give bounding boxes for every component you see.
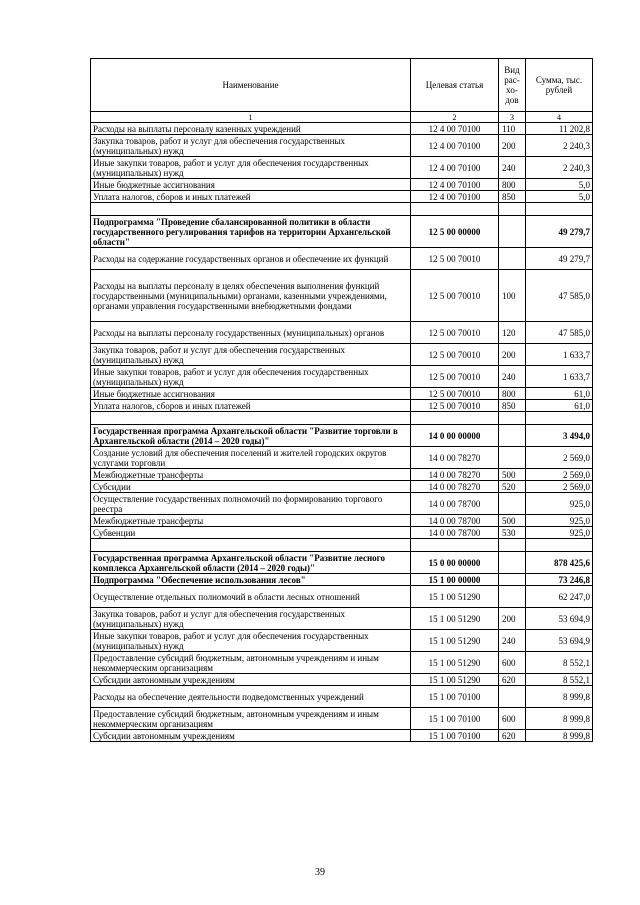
row-name: Расходы на выплаты персоналу государственных (муниципальных) органов xyxy=(91,322,411,344)
spacer-cell xyxy=(526,412,593,425)
row-vid: 200 xyxy=(499,344,526,366)
spacer-row xyxy=(91,539,593,552)
row-sum: 47 585,0 xyxy=(526,270,593,322)
table-row xyxy=(91,388,593,400)
row-vid xyxy=(499,425,526,447)
row-vid xyxy=(499,447,526,469)
column-number: 2 xyxy=(411,112,499,123)
spacer-row xyxy=(91,412,593,425)
row-vid: 850 xyxy=(499,191,526,203)
row-code: 12 4 00 70100 xyxy=(411,179,499,191)
table-row xyxy=(91,135,593,157)
row-vid: 800 xyxy=(499,179,526,191)
row-code: 12 5 00 70010 xyxy=(411,366,499,388)
table-row xyxy=(91,515,593,527)
row-sum: 2 240,3 xyxy=(526,157,593,179)
row-code: 12 5 00 70010 xyxy=(411,400,499,412)
row-name: Подпрограмма "Проведение сбалансированной политики в области государственного регулирования тарифов на территории Архангельской области" xyxy=(91,216,411,248)
row-sum: 53 694,9 xyxy=(526,630,593,652)
row-vid: 200 xyxy=(499,135,526,157)
row-name: Субсидии автономным учреждениям xyxy=(91,730,411,742)
row-sum: 5,0 xyxy=(526,179,593,191)
row-sum: 2 569,0 xyxy=(526,469,593,481)
spacer-cell xyxy=(526,203,593,216)
row-sum: 1 633,7 xyxy=(526,344,593,366)
spacer-cell xyxy=(91,203,411,216)
row-code: 12 4 00 70100 xyxy=(411,123,499,135)
row-vid: 120 xyxy=(499,322,526,344)
row-name: Субсидии автономным учреждениям xyxy=(91,674,411,686)
row-code: 14 0 00 78700 xyxy=(411,515,499,527)
row-code: 15 1 00 51290 xyxy=(411,674,499,686)
column-number-row xyxy=(91,112,593,123)
table-row xyxy=(91,248,593,270)
row-vid: 240 xyxy=(499,366,526,388)
spacer-cell xyxy=(411,412,499,425)
row-code: 14 0 00 78700 xyxy=(411,527,499,539)
row-vid xyxy=(499,216,526,248)
spacer-cell xyxy=(91,412,411,425)
row-name: Расходы на обеспечение деятельности подведомственных учреждений xyxy=(91,686,411,708)
spacer-row xyxy=(91,203,593,216)
row-sum: 925,0 xyxy=(526,527,593,539)
row-name: Уплата налогов, сборов и иных платежей xyxy=(91,400,411,412)
table-row xyxy=(91,216,593,248)
row-sum: 47 585,0 xyxy=(526,322,593,344)
budget-table-page xyxy=(90,58,592,742)
row-name: Иные бюджетные ассигнования xyxy=(91,388,411,400)
row-vid: 100 xyxy=(499,270,526,322)
row-sum: 73 246,8 xyxy=(526,574,593,586)
row-vid: 500 xyxy=(499,515,526,527)
table-body xyxy=(91,123,593,742)
row-name: Закупка товаров, работ и услуг для обеспечения государственных (муниципальных) нужд xyxy=(91,344,411,366)
table-header-row xyxy=(91,59,593,112)
row-code: 14 0 00 78700 xyxy=(411,493,499,515)
row-code: 15 1 00 00000 xyxy=(411,574,499,586)
table-row xyxy=(91,366,593,388)
row-sum: 925,0 xyxy=(526,493,593,515)
row-vid: 600 xyxy=(499,708,526,730)
row-code: 12 4 00 70100 xyxy=(411,135,499,157)
table-row xyxy=(91,708,593,730)
row-name: Межбюджетные трансферты xyxy=(91,469,411,481)
table-row xyxy=(91,527,593,539)
row-sum: 62 247,0 xyxy=(526,586,593,608)
row-code: 12 5 00 70010 xyxy=(411,270,499,322)
row-vid xyxy=(499,574,526,586)
row-vid: 520 xyxy=(499,481,526,493)
table-row xyxy=(91,344,593,366)
row-vid: 240 xyxy=(499,630,526,652)
row-sum: 925,0 xyxy=(526,515,593,527)
row-sum: 8 999,8 xyxy=(526,708,593,730)
row-sum: 5,0 xyxy=(526,191,593,203)
row-name: Государственная программа Архангельской области "Развитие торговли в Архангельской области (2014 – 2020 годы)" xyxy=(91,425,411,447)
row-sum: 49 279,7 xyxy=(526,216,593,248)
budget-table xyxy=(90,58,593,742)
row-name: Расходы на выплаты персоналу казенных учреждений xyxy=(91,123,411,135)
table-row xyxy=(91,686,593,708)
row-code: 15 1 00 51290 xyxy=(411,586,499,608)
table-row xyxy=(91,191,593,203)
column-number: 4 xyxy=(526,112,593,123)
row-name: Уплата налогов, сборов и иных платежей xyxy=(91,191,411,203)
row-sum: 2 569,0 xyxy=(526,481,593,493)
row-sum: 3 494,0 xyxy=(526,425,593,447)
row-vid: 530 xyxy=(499,527,526,539)
row-sum: 8 999,8 xyxy=(526,686,593,708)
row-name: Осуществление отдельных полномочий в области лесных отношений xyxy=(91,586,411,608)
table-row xyxy=(91,493,593,515)
row-code: 15 1 00 51290 xyxy=(411,652,499,674)
row-name: Предоставление субсидий бюджетным, автономным учреждениям и иным некоммерческим организациям xyxy=(91,652,411,674)
row-sum: 11 202,8 xyxy=(526,123,593,135)
row-name: Иные закупки товаров, работ и услуг для обеспечения государственных (муниципальных) нужд xyxy=(91,630,411,652)
row-vid: 200 xyxy=(499,608,526,630)
row-vid: 240 xyxy=(499,157,526,179)
table-row xyxy=(91,179,593,191)
row-vid: 800 xyxy=(499,388,526,400)
row-vid xyxy=(499,686,526,708)
table-row xyxy=(91,586,593,608)
row-code: 15 1 00 70100 xyxy=(411,730,499,742)
row-sum: 878 425,6 xyxy=(526,552,593,574)
row-sum: 8 552,1 xyxy=(526,652,593,674)
row-vid xyxy=(499,586,526,608)
row-name: Государственная программа Архангельской области "Развитие лесного комплекса Архангельской области (2014 – 2020 годы)" xyxy=(91,552,411,574)
row-vid xyxy=(499,493,526,515)
table-row xyxy=(91,447,593,469)
column-number: 3 xyxy=(499,112,526,123)
row-sum: 61,0 xyxy=(526,400,593,412)
row-name: Создание условий для обеспечения поселений и жителей городских округов услугами торговли xyxy=(91,447,411,469)
row-sum: 61,0 xyxy=(526,388,593,400)
row-code: 12 5 00 70010 xyxy=(411,344,499,366)
row-name: Предоставление субсидий бюджетным, автономным учреждениям и иным некоммерческим организациям xyxy=(91,708,411,730)
table-row xyxy=(91,157,593,179)
spacer-cell xyxy=(499,412,526,425)
spacer-cell xyxy=(526,539,593,552)
row-sum: 1 633,7 xyxy=(526,366,593,388)
row-sum: 2 240,3 xyxy=(526,135,593,157)
page-number: 39 xyxy=(315,867,325,878)
spacer-cell xyxy=(411,539,499,552)
row-code: 14 0 00 78270 xyxy=(411,447,499,469)
row-code: 12 5 00 70010 xyxy=(411,322,499,344)
spacer-cell xyxy=(499,203,526,216)
table-row xyxy=(91,469,593,481)
table-row xyxy=(91,652,593,674)
row-sum: 53 694,9 xyxy=(526,608,593,630)
table-row xyxy=(91,552,593,574)
table-row xyxy=(91,608,593,630)
table-row xyxy=(91,425,593,447)
row-vid: 620 xyxy=(499,674,526,686)
row-name: Субсидии xyxy=(91,481,411,493)
spacer-cell xyxy=(499,539,526,552)
row-vid: 620 xyxy=(499,730,526,742)
row-code: 12 5 00 70010 xyxy=(411,388,499,400)
table-row xyxy=(91,630,593,652)
row-code: 14 0 00 78270 xyxy=(411,469,499,481)
row-code: 15 0 00 00000 xyxy=(411,552,499,574)
row-sum: 8 999,8 xyxy=(526,730,593,742)
row-vid xyxy=(499,552,526,574)
header-vid: Вид рас- хо- дов xyxy=(499,59,526,112)
row-code: 12 5 00 70010 xyxy=(411,248,499,270)
row-code: 15 1 00 70100 xyxy=(411,686,499,708)
row-code: 14 0 00 00000 xyxy=(411,425,499,447)
table-row xyxy=(91,400,593,412)
row-name: Подпрограмма "Обеспечение использования лесов" xyxy=(91,574,411,586)
row-vid: 600 xyxy=(499,652,526,674)
table-row xyxy=(91,270,593,322)
table-row xyxy=(91,674,593,686)
table-row xyxy=(91,481,593,493)
row-sum: 49 279,7 xyxy=(526,248,593,270)
row-name: Субвенции xyxy=(91,527,411,539)
row-vid: 110 xyxy=(499,123,526,135)
table-row xyxy=(91,322,593,344)
row-sum: 8 552,1 xyxy=(526,674,593,686)
row-name: Иные бюджетные ассигнования xyxy=(91,179,411,191)
row-code: 12 4 00 70100 xyxy=(411,157,499,179)
row-vid: 500 xyxy=(499,469,526,481)
row-code: 15 1 00 70100 xyxy=(411,708,499,730)
row-name: Расходы на выплаты персоналу в целях обеспечения выполнения функций государственными (муниципальными) органами, казенными учреждениями, органами управления государственными внебюджетными фондами xyxy=(91,270,411,322)
row-name: Иные закупки товаров, работ и услуг для обеспечения государственных (муниципальных) нужд xyxy=(91,366,411,388)
row-name: Иные закупки товаров, работ и услуг для обеспечения государственных (муниципальных) нужд xyxy=(91,157,411,179)
row-code: 14 0 00 78270 xyxy=(411,481,499,493)
header-name: Наименование xyxy=(91,59,411,112)
row-sum: 2 569,0 xyxy=(526,447,593,469)
header-code: Целевая статья xyxy=(411,59,499,112)
row-name: Межбюджетные трансферты xyxy=(91,515,411,527)
column-number: 1 xyxy=(91,112,411,123)
spacer-cell xyxy=(411,203,499,216)
row-code: 12 4 00 70100 xyxy=(411,191,499,203)
row-vid xyxy=(499,248,526,270)
table-row xyxy=(91,730,593,742)
row-name: Закупка товаров, работ и услуг для обеспечения государственных (муниципальных) нужд xyxy=(91,608,411,630)
row-name: Осуществление государственных полномочий по формированию торгового реестра xyxy=(91,493,411,515)
spacer-cell xyxy=(91,539,411,552)
row-code: 15 1 00 51290 xyxy=(411,630,499,652)
row-name: Расходы на содержание государственных органов и обеспечение их функций xyxy=(91,248,411,270)
table-row xyxy=(91,574,593,586)
row-code: 12 5 00 00000 xyxy=(411,216,499,248)
header-sum: Сумма, тыс. рублей xyxy=(526,59,593,112)
row-code: 15 1 00 51290 xyxy=(411,608,499,630)
row-vid: 850 xyxy=(499,400,526,412)
row-name: Закупка товаров, работ и услуг для обеспечения государственных (муниципальных) нужд xyxy=(91,135,411,157)
table-row xyxy=(91,123,593,135)
